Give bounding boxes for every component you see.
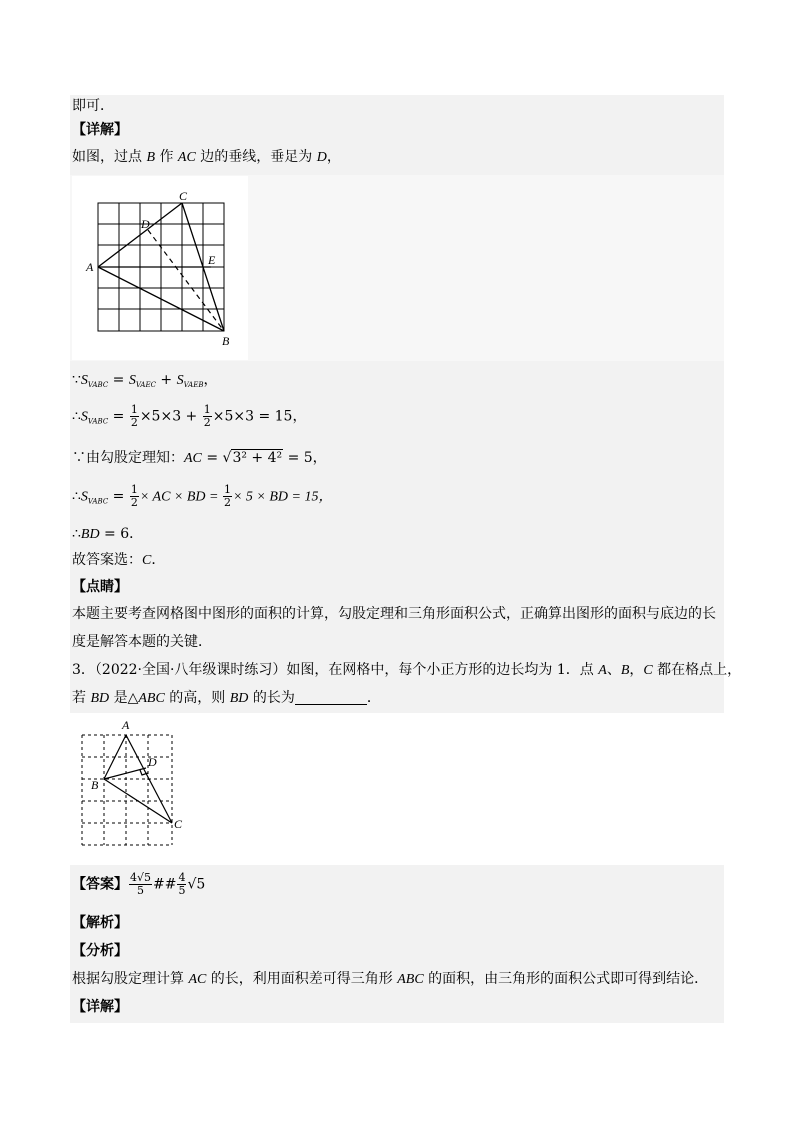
fig1-label-d: D: [141, 217, 150, 231]
heading-xiangjie-2: 【详解】: [72, 999, 128, 1015]
fraction-half: $\frac{1}{2}$: [223, 483, 231, 509]
equation-4: $\therefore S_{VABC}$ = $\frac{1}{2}$ × AC × BD = $\frac{1}{2}$ × 5 × BD = 15，: [72, 483, 333, 509]
fig2-label-b: B: [91, 778, 99, 792]
heading-fenxi: 【分析】: [72, 943, 128, 959]
answer-fraction-2: $\frac{4}{5}$: [178, 871, 186, 897]
text-line-3: 如图，过点 B 作 AC 边的垂线，垂足为 D，: [72, 149, 341, 165]
heading-dianjing: 【点睛】: [72, 579, 128, 595]
analysis-line: 根据勾股定理计算 AC 的长，利用面积差可得三角形 ABC 的面积，由三角形的面积公式即可得到结论．: [72, 971, 709, 987]
fig1-label-b: B: [222, 334, 230, 348]
question-3-line-1: 3．（2022·全国·八年级课时练习）如图，在网格中，每个小正方形的边长均为 1．点 A、B，C 都在格点上，: [72, 662, 742, 678]
fraction-half: $\frac{1}{2}$: [130, 403, 138, 429]
answer-line: 【答案】 $\frac{4√5}{5}$ ## $\frac{4}{5}$ √5: [72, 871, 206, 897]
fig1-label-e: E: [208, 253, 216, 267]
equation-2: $\therefore S_{VABC}$ = $\frac{1}{2}$ ×5×3 + $\frac{1}{2}$ ×5×3 = 15，: [72, 403, 307, 429]
fraction-half: $\frac{1}{2}$: [203, 403, 211, 429]
fig2-label-c: C: [174, 817, 183, 831]
heading-xiangjie: 【详解】: [72, 122, 128, 138]
question-3-line-2: 若 BD 是△ABC 的高，则 BD 的长为 ．: [72, 690, 381, 706]
fig2-label-d: D: [148, 755, 157, 769]
heading-jiexi: 【解析】: [72, 915, 128, 931]
answer-fraction-1: $\frac{4√5}{5}$: [130, 871, 152, 897]
text-line-1: 即可．: [72, 98, 114, 114]
figure1-grid-triangle: [72, 176, 248, 360]
fig1-label-c: C: [179, 189, 188, 203]
summary-line-1: 本题主要考查网格图中图形的面积的计算，勾股定理和三角形面积公式，正确算出图形的面积与底边的长: [72, 606, 716, 622]
equation-1: $\because S_{VABC} = S_{VAEC} + S_{VAEB}$，: [72, 372, 218, 389]
answer-blank: [295, 690, 367, 705]
answer-choice-line: 故答案选：C．: [72, 552, 166, 568]
equation-5: ∴BD = 6．: [72, 526, 144, 542]
fraction-half: $\frac{1}{2}$: [130, 483, 138, 509]
fig1-label-a: A: [86, 260, 94, 274]
figure2-grid-triangle: [80, 716, 190, 850]
summary-line-2: 度是解答本题的关键．: [72, 634, 212, 650]
equation-3: ∵由勾股定理知：AC = √3² + 4² = 5，: [72, 450, 327, 466]
fig2-label-a: A: [122, 718, 130, 732]
